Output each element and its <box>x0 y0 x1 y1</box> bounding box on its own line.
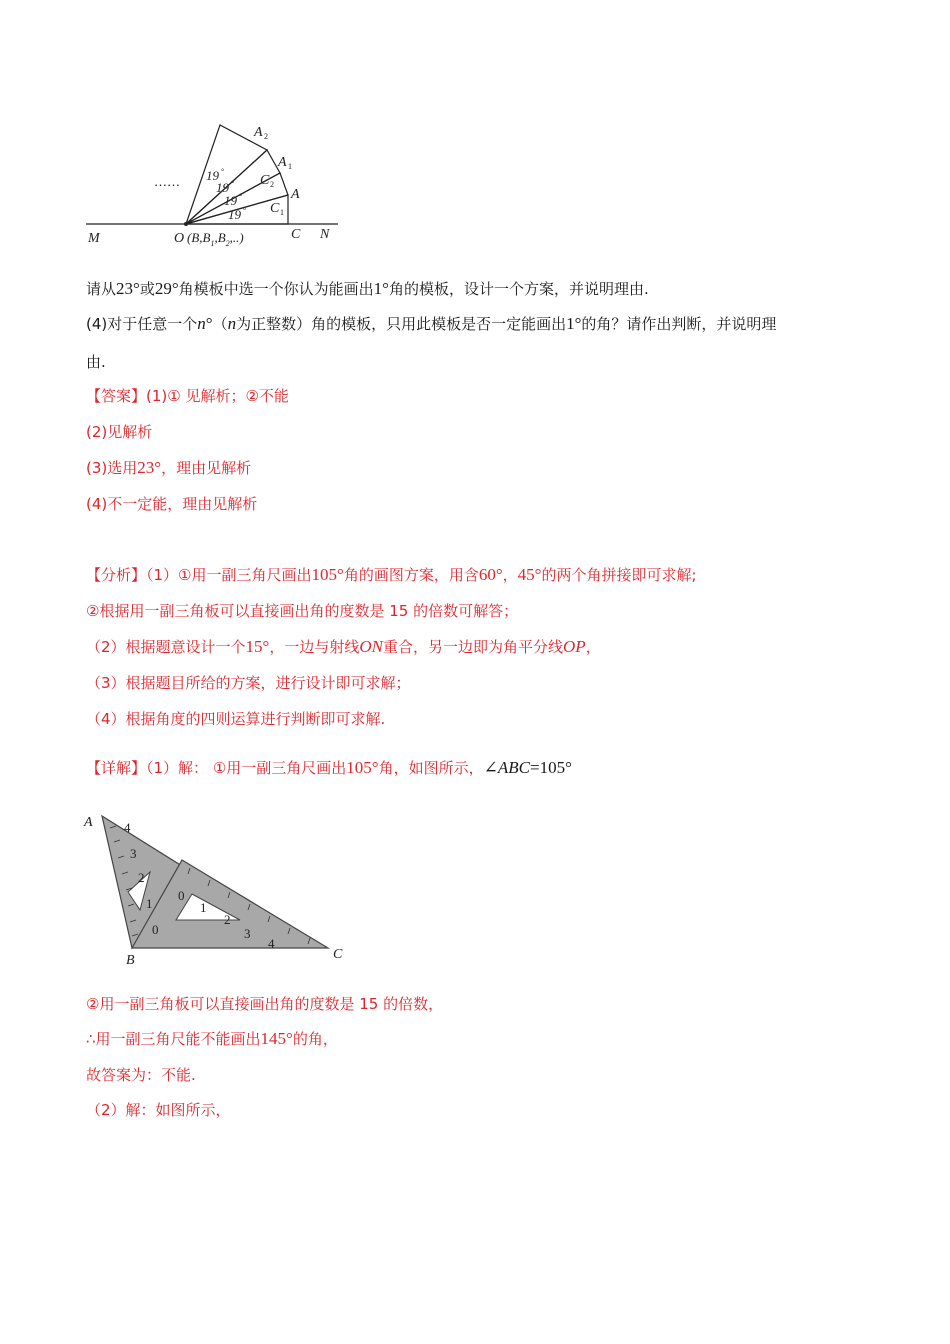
angle-template-figure <box>80 118 350 258</box>
detail-line5: （2）解：如图所示， <box>86 1101 231 1119</box>
svg-text:°: ° <box>243 206 247 215</box>
dots-text: …… <box>154 174 180 189</box>
svg-text:°: ° <box>239 192 243 201</box>
answer-line1: 【答案】(1)① 见解析；②不能 <box>86 387 289 405</box>
svg-text:4: 4 <box>124 820 131 835</box>
svg-text:2: 2 <box>224 912 231 927</box>
detail-line3: ∴用一副三角尺能不能画出145°的角， <box>86 1029 338 1048</box>
q3-line: 请从23°或29°角模板中选一个你认为能画出1°角的模板，设计一个方案，并说明理由. <box>86 279 649 298</box>
answer-line2: (2)见解析 <box>86 423 153 441</box>
label-c1: C <box>270 201 280 216</box>
angle-label-3: 19 <box>216 180 229 195</box>
label-a-fig2: A <box>84 815 93 830</box>
analysis-line5: （4）根据角度的四则运算进行判断即可求解. <box>86 710 386 728</box>
svg-text:2: 2 <box>270 180 274 189</box>
svg-text:°: ° <box>221 167 225 176</box>
svg-text:0: 0 <box>178 888 185 903</box>
q4-line1: (4)对于任意一个n°（n为正整数）角的模板，只用此模板是否一定能画出1°的角？请作出判断，并说明理 <box>86 314 777 333</box>
angle-label-2: 19 <box>224 193 237 208</box>
answer-line4: (4)不一定能，理由见解析 <box>86 495 258 513</box>
detail-line1: 【详解】（1）解： ①用一副三角尺画出105°角，如图所示，∠ABC=105° <box>86 758 572 777</box>
analysis-line3: （2）根据题意设计一个15°，一边与射线ON重合，另一边即为角平分线OP， <box>86 637 601 656</box>
label-c2: C <box>260 173 270 188</box>
svg-text:2: 2 <box>264 132 268 141</box>
svg-text:3: 3 <box>130 846 137 861</box>
label-a2: A <box>254 125 263 140</box>
label-a1: A <box>278 155 287 170</box>
label-c-fig2: C <box>333 947 343 962</box>
svg-text:4: 4 <box>268 936 275 951</box>
label-n: N <box>320 227 330 242</box>
svg-text:°: ° <box>231 179 235 188</box>
angle-label-1: 19 <box>228 207 241 222</box>
detail-line2: ②用一副三角板可以直接画出角的度数是 15 的倍数， <box>86 995 444 1013</box>
analysis-line2: ②根据用一副三角板可以直接画出角的度数是 15 的倍数可解答； <box>86 602 519 620</box>
svg-text:3: 3 <box>244 926 251 941</box>
svg-text:1: 1 <box>200 900 207 915</box>
label-c: C <box>291 227 301 242</box>
svg-text:2: 2 <box>138 870 145 885</box>
detail-line4: 故答案为：不能. <box>86 1066 196 1084</box>
svg-text:1: 1 <box>146 896 153 911</box>
angle-label-4: 19 <box>206 168 219 183</box>
label-o: O <box>174 231 185 246</box>
label-m: M <box>88 231 100 246</box>
label-a: A <box>291 187 300 202</box>
analysis-line4: （3）根据题目所给的方案，进行设计即可求解； <box>86 674 411 692</box>
set-square-figure <box>80 808 360 968</box>
q4-line2: 由. <box>86 353 106 371</box>
analysis-line1: 【分析】（1）①用一副三角尺画出105°角的画图方案，用含60°，45°的两个角拼接即可求解; <box>86 565 697 584</box>
label-b-fig2: B <box>126 953 135 968</box>
svg-text:1: 1 <box>288 162 292 171</box>
svg-text:1: 1 <box>280 208 284 217</box>
svg-text:0: 0 <box>152 922 159 937</box>
answer-line3: (3)选用23°，理由见解析 <box>86 458 252 477</box>
label-o-paren: $(B,B_1,B_2,..)$ <box>187 230 244 248</box>
